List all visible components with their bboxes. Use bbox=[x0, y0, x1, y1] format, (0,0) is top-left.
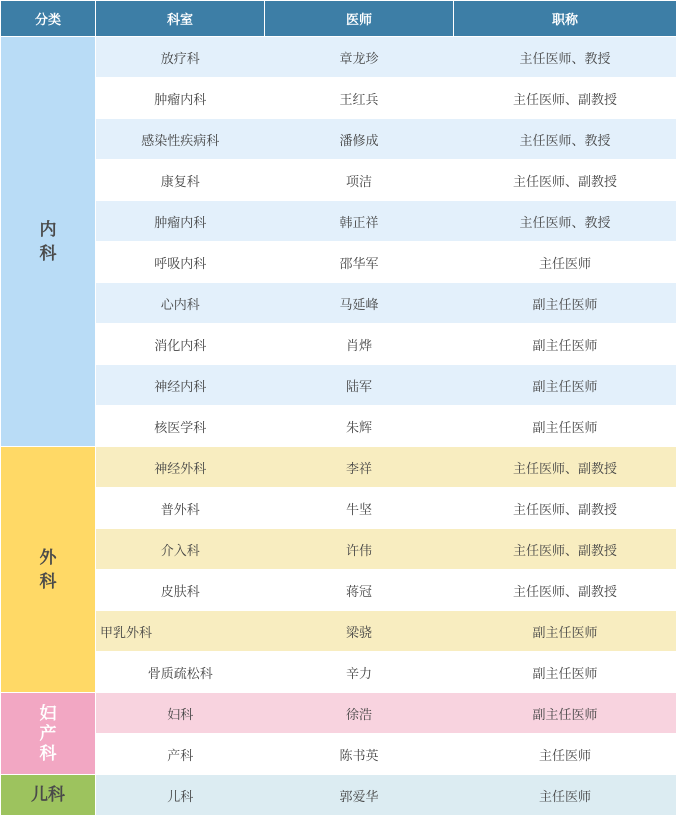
title-cell: 副主任医师 bbox=[454, 652, 676, 693]
department-cell: 肿瘤内科 bbox=[96, 201, 265, 242]
doctor-cell: 项洁 bbox=[265, 160, 454, 201]
department-cell: 介入科 bbox=[96, 529, 265, 570]
category-char: 产 bbox=[39, 723, 57, 744]
title-cell: 主任医师、副教授 bbox=[454, 570, 676, 611]
title-cell: 主任医师、教授 bbox=[454, 201, 676, 242]
title-cell: 主任医师、副教授 bbox=[454, 160, 676, 201]
title-cell: 主任医师 bbox=[454, 775, 676, 816]
category-char: 科 bbox=[39, 243, 57, 264]
doctor-cell: 潘修成 bbox=[265, 119, 454, 160]
title-cell: 主任医师 bbox=[454, 242, 676, 283]
table-row bbox=[1, 283, 676, 324]
doctor-cell: 韩正祥 bbox=[265, 201, 454, 242]
doctor-cell: 王红兵 bbox=[265, 78, 454, 119]
department-cell: 感染性疾病科 bbox=[96, 119, 265, 160]
table-row bbox=[1, 406, 676, 447]
department-cell: 康复科 bbox=[96, 160, 265, 201]
category-char: 科 bbox=[39, 743, 57, 764]
title-cell: 主任医师、副教授 bbox=[454, 78, 676, 119]
table-row bbox=[1, 160, 676, 201]
header-department: 科室 bbox=[96, 1, 265, 37]
header-doctor: 医师 bbox=[265, 1, 454, 37]
category-cell-waike bbox=[1, 447, 96, 693]
title-cell: 主任医师、副教授 bbox=[454, 488, 676, 529]
category-cell-erke bbox=[1, 775, 96, 816]
doctor-cell: 梁骁 bbox=[265, 611, 454, 652]
doctor-cell: 徐浩 bbox=[265, 693, 454, 734]
title-cell: 主任医师、副教授 bbox=[454, 529, 676, 570]
table-row bbox=[1, 775, 676, 816]
table-row bbox=[1, 365, 676, 406]
department-cell: 妇科 bbox=[96, 693, 265, 734]
department-cell: 呼吸内科 bbox=[96, 242, 265, 283]
title-cell: 主任医师 bbox=[454, 734, 676, 775]
category-cell-neike bbox=[1, 37, 96, 447]
department-cell: 肿瘤内科 bbox=[96, 78, 265, 119]
department-cell: 心内科 bbox=[96, 283, 265, 324]
doctor-cell: 郭爱华 bbox=[265, 775, 454, 816]
department-cell: 放疗科 bbox=[96, 37, 265, 78]
table-row bbox=[1, 693, 676, 734]
table-row bbox=[1, 447, 676, 488]
doctor-cell: 邵华军 bbox=[265, 242, 454, 283]
header-row bbox=[1, 1, 676, 37]
table-row bbox=[1, 324, 676, 365]
table-row bbox=[1, 529, 676, 570]
doctor-cell: 许伟 bbox=[265, 529, 454, 570]
category-char: 外 bbox=[39, 547, 57, 568]
doctor-cell: 牛坚 bbox=[265, 488, 454, 529]
department-cell: 儿科 bbox=[96, 775, 265, 816]
table-row bbox=[1, 611, 676, 652]
title-cell: 副主任医师 bbox=[454, 693, 676, 734]
category-label: 儿科 bbox=[31, 785, 65, 805]
department-cell: 骨质疏松科 bbox=[96, 652, 265, 693]
department-cell: 普外科 bbox=[96, 488, 265, 529]
title-cell: 主任医师、副教授 bbox=[454, 447, 676, 488]
doctor-cell: 马延峰 bbox=[265, 283, 454, 324]
doctor-cell: 陆军 bbox=[265, 365, 454, 406]
title-cell: 副主任医师 bbox=[454, 611, 676, 652]
table-row bbox=[1, 570, 676, 611]
table-row bbox=[1, 734, 676, 775]
doctor-cell: 蒋冠 bbox=[265, 570, 454, 611]
department-cell: 核医学科 bbox=[96, 406, 265, 447]
table-row bbox=[1, 78, 676, 119]
department-cell: 神经外科 bbox=[96, 447, 265, 488]
table-row bbox=[1, 37, 676, 78]
table-row bbox=[1, 201, 676, 242]
table-row bbox=[1, 119, 676, 160]
category-cell-fuchanke bbox=[1, 693, 96, 775]
header-category: 分类 bbox=[1, 1, 96, 37]
title-cell: 副主任医师 bbox=[454, 324, 676, 365]
doctor-cell: 辛力 bbox=[265, 652, 454, 693]
title-cell: 副主任医师 bbox=[454, 365, 676, 406]
table-row bbox=[1, 488, 676, 529]
doctor-cell: 肖烨 bbox=[265, 324, 454, 365]
doctor-cell: 朱辉 bbox=[265, 406, 454, 447]
category-char: 妇 bbox=[39, 703, 57, 724]
header-title: 职称 bbox=[454, 1, 676, 37]
doctor-cell: 李祥 bbox=[265, 447, 454, 488]
department-cell: 神经内科 bbox=[96, 365, 265, 406]
department-cell: 甲乳外科 bbox=[96, 611, 265, 652]
title-cell: 副主任医师 bbox=[454, 406, 676, 447]
category-char: 内 bbox=[39, 219, 57, 240]
doctor-cell: 章龙珍 bbox=[265, 37, 454, 78]
department-cell: 皮肤科 bbox=[96, 570, 265, 611]
table-row bbox=[1, 242, 676, 283]
title-cell: 主任医师、教授 bbox=[454, 37, 676, 78]
doctor-cell: 陈书英 bbox=[265, 734, 454, 775]
department-cell: 消化内科 bbox=[96, 324, 265, 365]
title-cell: 主任医师、教授 bbox=[454, 119, 676, 160]
category-char: 科 bbox=[39, 571, 57, 592]
table-row bbox=[1, 652, 676, 693]
title-cell: 副主任医师 bbox=[454, 283, 676, 324]
department-cell: 产科 bbox=[96, 734, 265, 775]
